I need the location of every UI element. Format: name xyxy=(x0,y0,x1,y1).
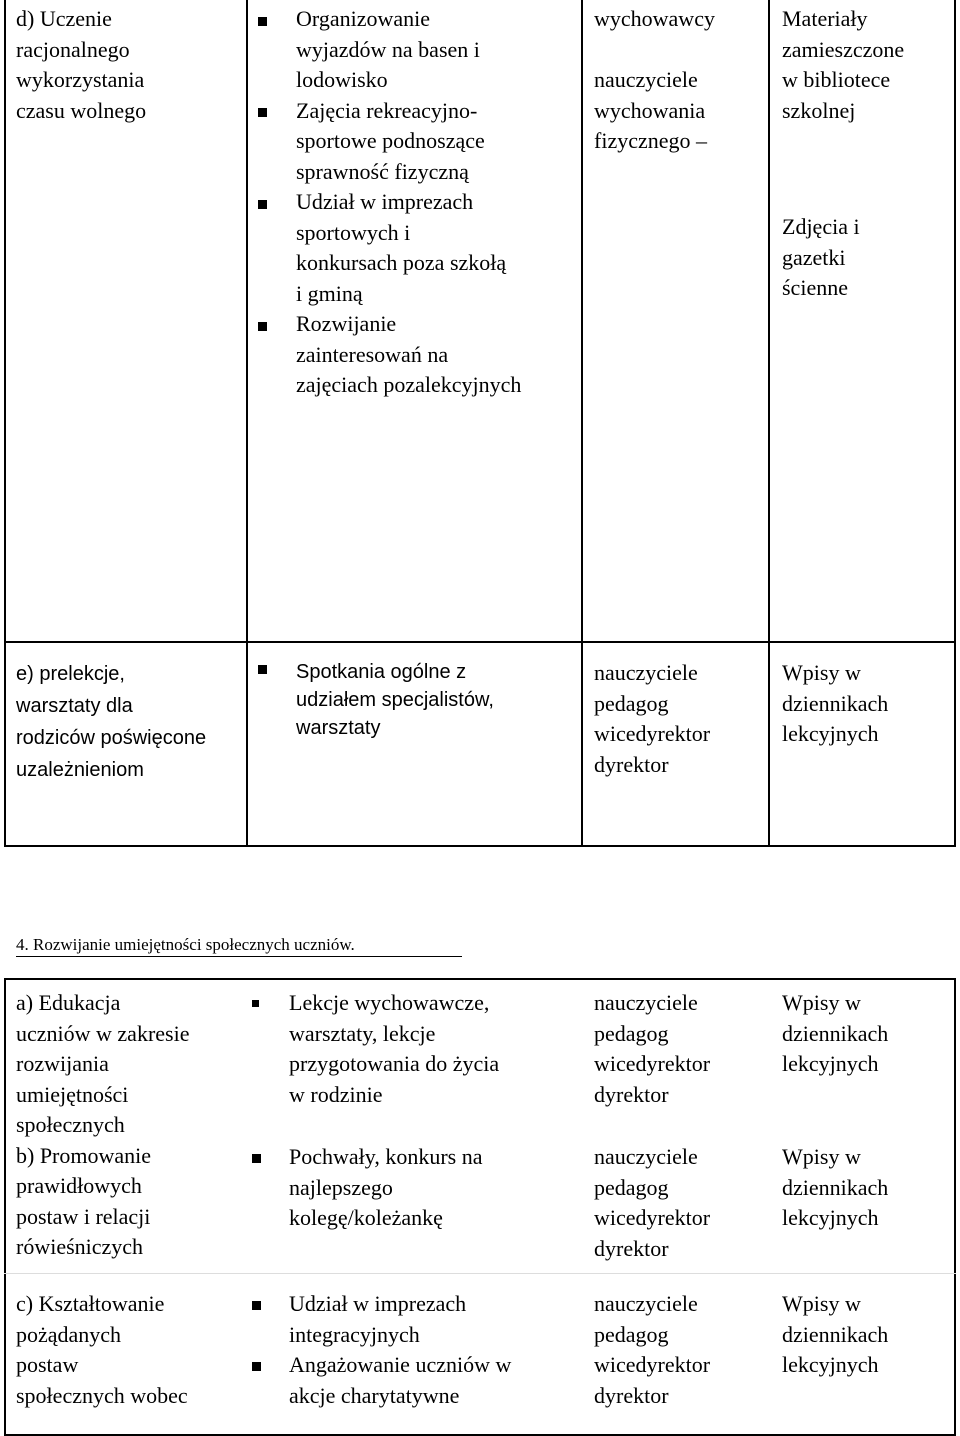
text-line: e) prelekcje, xyxy=(16,663,125,685)
text-line: Wpisy w xyxy=(782,1144,861,1169)
text-line: warsztaty dla xyxy=(16,695,133,717)
list-item-line: warsztaty, lekcje xyxy=(289,1020,436,1046)
text-line: wykorzystania xyxy=(16,67,145,92)
text-line: nauczyciele xyxy=(594,67,698,92)
text-line: fizycznego – xyxy=(594,128,707,153)
bullet-icon xyxy=(252,1000,259,1007)
list-item-line: sportowych i xyxy=(296,219,411,245)
text-line: wicedyrektor xyxy=(594,1352,711,1377)
text-line: wychowania xyxy=(594,97,706,123)
text-line: ścienne xyxy=(782,275,848,300)
list-item-line: integracyjnych xyxy=(289,1321,420,1347)
list-item-line: Lekcje wychowawcze, xyxy=(289,990,490,1015)
list-item-line: lodowisko xyxy=(296,67,388,92)
text-line: Zdjęcia i xyxy=(782,214,860,239)
list-item-line: Rozwijanie xyxy=(296,311,397,336)
list-item-line: udziałem specjalistów, xyxy=(296,689,494,711)
row-c-tasks xyxy=(252,1289,511,1411)
text-line: Wpisy w xyxy=(782,990,861,1015)
text-line: wychowawcy xyxy=(594,6,715,31)
list-item-line: i gminą xyxy=(296,280,363,306)
bullet-icon xyxy=(258,200,267,209)
text-line: pedagog xyxy=(594,1321,669,1347)
text-line: postaw xyxy=(16,1352,79,1377)
row-b-evidence xyxy=(782,1142,888,1234)
text-line: a) Edukacja xyxy=(16,990,121,1015)
bullet-icon xyxy=(252,1301,261,1310)
text-line: nauczyciele xyxy=(594,1291,698,1316)
text-line: szkolnej xyxy=(782,97,856,123)
text-line: uzależnieniom xyxy=(16,759,144,781)
bullet-icon xyxy=(252,1362,261,1371)
bullet-icon xyxy=(258,17,267,26)
text-line: nauczyciele xyxy=(594,990,698,1015)
list-item-line: w rodzinie xyxy=(289,1081,383,1107)
text-line: postaw i relacji xyxy=(16,1203,151,1229)
row-a-evidence xyxy=(782,988,888,1080)
text-line: dyrektor xyxy=(594,1081,669,1107)
row-a-responsible xyxy=(594,988,710,1110)
row-d-goal xyxy=(16,4,146,126)
list-item-line: najlepszego xyxy=(289,1174,393,1200)
list-item-line: przygotowania do życia xyxy=(289,1051,500,1076)
row-d-responsible xyxy=(594,4,715,157)
list-item-line: Organizowanie xyxy=(296,6,430,31)
row-e-responsible xyxy=(594,658,710,780)
text-line: społecznych xyxy=(16,1112,125,1137)
list-item-line: Angażowanie uczniów w xyxy=(289,1352,512,1377)
list-item-line: zainteresowań na xyxy=(296,341,449,367)
text-line: nauczyciele xyxy=(594,660,698,685)
list-item-line: Zajęcia rekreacyjno- xyxy=(296,97,478,123)
row-e-goal xyxy=(16,658,206,786)
text-line xyxy=(594,35,715,66)
text-line: rówieśniczych xyxy=(16,1234,144,1259)
text-line: Materiały xyxy=(782,6,868,31)
row-c-goal xyxy=(16,1289,188,1411)
text-line: pedagog xyxy=(594,1020,669,1046)
row-ab-goal xyxy=(16,988,189,1263)
text-line: rozwijania xyxy=(16,1051,109,1076)
text-line: lekcyjnych xyxy=(782,721,879,746)
text-line: dziennikach xyxy=(782,690,889,716)
list-item-line: Pochwały, konkurs na xyxy=(289,1144,483,1169)
text-line: nauczyciele xyxy=(594,1144,698,1169)
text-line: wicedyrektor xyxy=(594,1051,711,1076)
bullet-icon xyxy=(258,108,267,117)
text-line: czasu wolnego xyxy=(16,97,147,123)
list-item-line: sportowe podnoszące xyxy=(296,128,485,153)
text-line: umiejętności xyxy=(16,1081,129,1107)
text-line: Wpisy w xyxy=(782,660,861,685)
row-c-evidence xyxy=(782,1289,888,1381)
row-a-tasks xyxy=(252,988,499,1110)
text-line: lekcyjnych xyxy=(782,1051,879,1076)
text-line: prawidłowych xyxy=(16,1173,142,1198)
row-b-responsible xyxy=(594,1142,710,1264)
list-item-line: sprawność fizyczną xyxy=(296,158,469,184)
row-c-responsible xyxy=(594,1289,710,1411)
text-line: społecznych wobec xyxy=(16,1382,188,1408)
text-line: Wpisy w xyxy=(782,1291,861,1316)
text-line: b) Promowanie xyxy=(16,1142,152,1168)
text-line: rodziców poświęcone xyxy=(16,727,207,749)
list-item-line: Udział w imprezach xyxy=(296,189,474,214)
row-d-tasks xyxy=(258,4,578,401)
text-line: dyrektor xyxy=(594,1382,669,1408)
list-item-line: kolegę/koleżankę xyxy=(289,1205,443,1230)
bullet-icon xyxy=(258,322,267,331)
row-e-tasks xyxy=(258,658,494,742)
text-line: dziennikach xyxy=(782,1020,889,1046)
text-line: d) Uczenie xyxy=(16,6,112,31)
list-item-line: warsztaty xyxy=(296,717,381,739)
text-line: zamieszczone xyxy=(782,36,905,62)
row-d-evidence-photos xyxy=(782,212,860,304)
list-item-line: konkursach poza szkołą xyxy=(296,250,507,275)
list-item-line: Udział w imprezach xyxy=(289,1291,467,1316)
text-line: uczniów w zakresie xyxy=(16,1020,190,1046)
text-line: dziennikach xyxy=(782,1174,889,1200)
text-line: gazetki xyxy=(782,244,846,270)
text-line: dyrektor xyxy=(594,1235,669,1261)
bullet-icon xyxy=(258,665,267,674)
text-line: dyrektor xyxy=(594,751,669,777)
text-line: w bibliotece xyxy=(782,67,891,92)
text-line: racjonalnego xyxy=(16,36,130,62)
text-line: dziennikach xyxy=(782,1321,889,1347)
text-line: c) Kształtowanie xyxy=(16,1291,165,1316)
text-line: pedagog xyxy=(594,690,669,716)
bullet-icon xyxy=(252,1154,261,1163)
row-e-evidence xyxy=(782,658,888,750)
text-line: pożądanych xyxy=(16,1321,122,1347)
row-b-tasks xyxy=(252,1142,483,1234)
row-d-evidence xyxy=(782,4,904,126)
list-item-line: akcje charytatywne xyxy=(289,1382,460,1408)
text-line: wicedyrektor xyxy=(594,721,711,746)
text-line: lekcyjnych xyxy=(782,1205,879,1230)
text-line: pedagog xyxy=(594,1174,669,1200)
section-heading-text: 4. Rozwijanie umiejętności społecznych uczniów. xyxy=(16,935,355,954)
heading-underline xyxy=(16,956,462,957)
list-item-line: wyjazdów na basen i xyxy=(296,36,480,62)
list-item-line: Spotkania ogólne z xyxy=(296,661,467,683)
text-line: lekcyjnych xyxy=(782,1352,879,1377)
text-line: wicedyrektor xyxy=(594,1205,711,1230)
list-item-line: zajęciach pozalekcyjnych xyxy=(296,372,522,397)
section-heading xyxy=(16,934,355,956)
